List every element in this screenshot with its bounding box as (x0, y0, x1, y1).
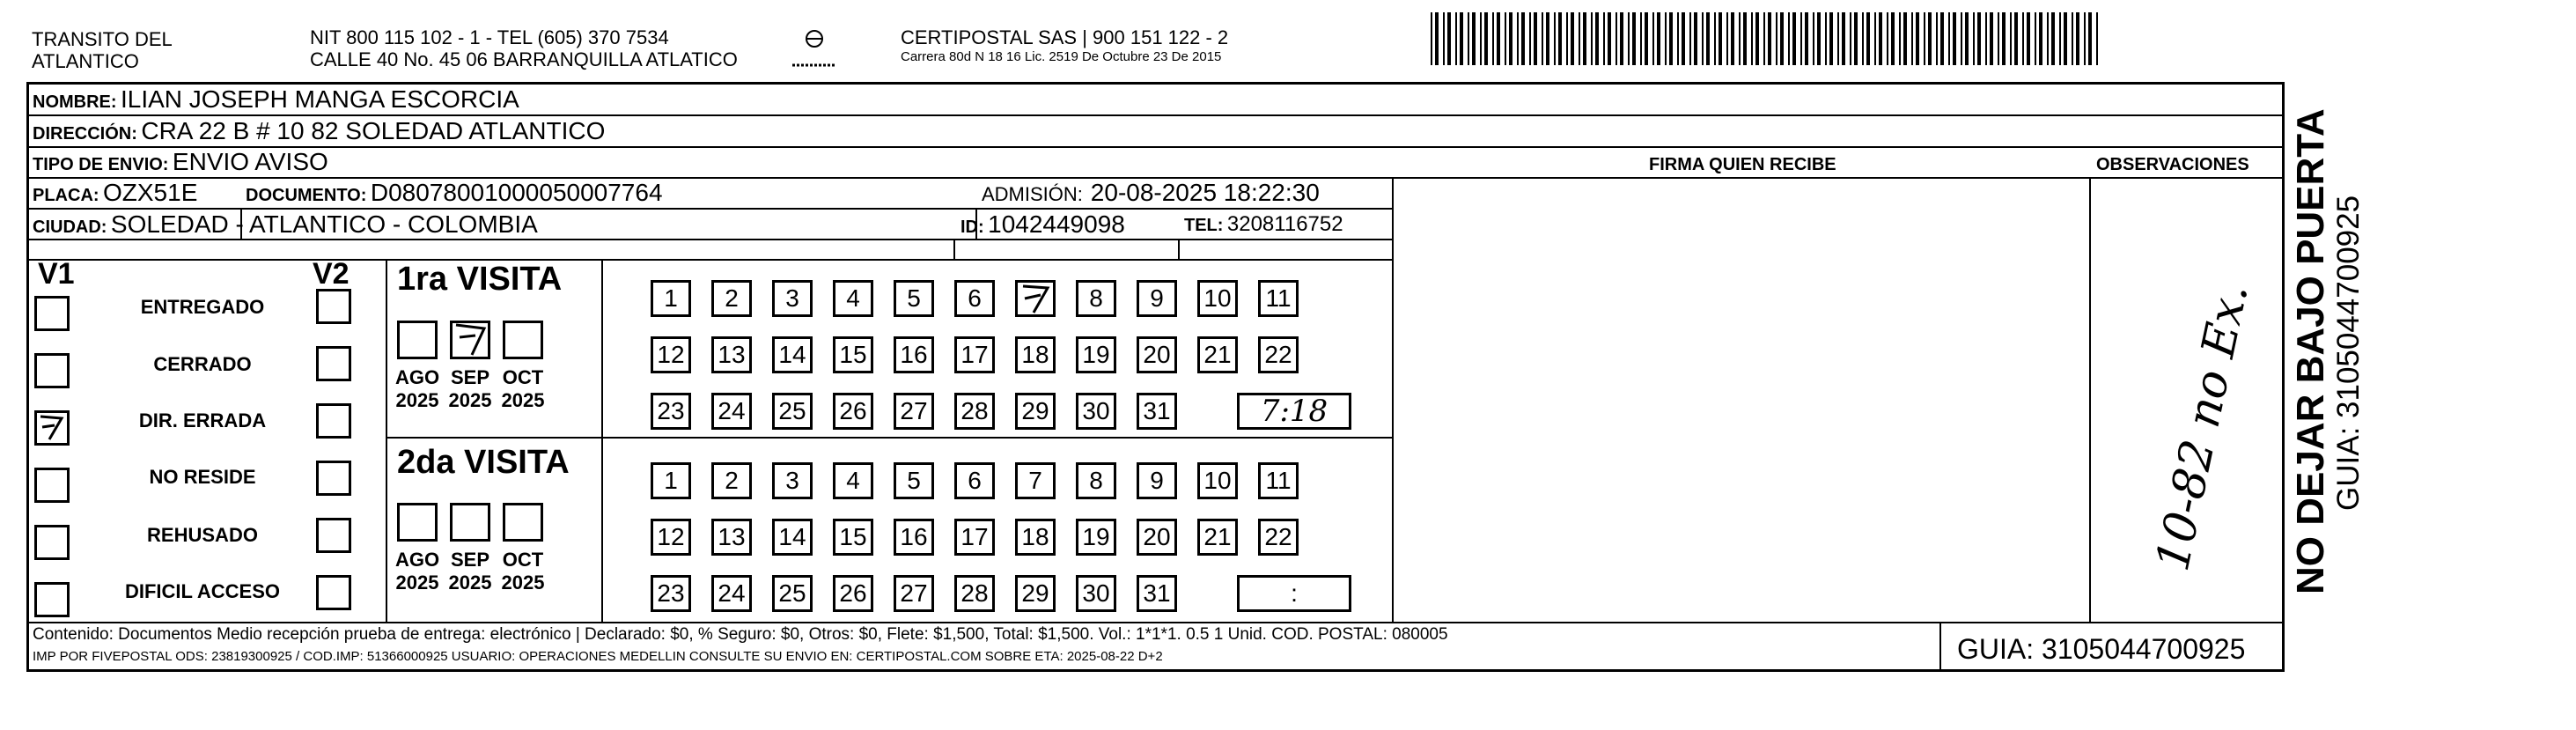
day-box[interactable]: 23 (651, 393, 691, 430)
v2-checkbox[interactable] (316, 575, 351, 610)
admision-label: ADMISIÓN: (982, 183, 1083, 205)
field-tel (1184, 211, 1343, 240)
day-box[interactable]: 13 (711, 336, 752, 373)
day-box[interactable]: 6 (954, 280, 995, 317)
day-box[interactable]: 3 (772, 462, 813, 499)
v2-checkbox[interactable] (316, 461, 351, 496)
id-label: ID: (960, 218, 984, 237)
day-box[interactable]: 3 (772, 280, 813, 317)
observaciones-header: OBSERVACIONES (2096, 155, 2249, 174)
year-label: 2025 (501, 389, 545, 411)
month-checkbox[interactable] (397, 503, 438, 542)
day-box[interactable]: 13 (711, 519, 752, 556)
divider (953, 239, 955, 259)
v1-checkbox[interactable] (34, 296, 70, 331)
day-box[interactable]: 1 (651, 280, 691, 317)
day-box[interactable]: 17 (954, 336, 995, 373)
day-box[interactable]: 20 (1137, 519, 1177, 556)
divider (29, 259, 1392, 261)
day-box[interactable]: 30 (1076, 393, 1116, 430)
day-box[interactable]: 10 (1197, 462, 1238, 499)
day-box[interactable]: 2 (711, 462, 752, 499)
divider (386, 259, 387, 622)
barcode (1431, 12, 2104, 65)
carrier-info (901, 26, 1228, 66)
carrier-address: Carrera 80d N 18 16 Lic. 2519 De Octubre 23 De 2015 (901, 49, 1222, 64)
time-box[interactable]: 7:18 (1237, 393, 1351, 430)
placa-label: PLACA: (33, 186, 99, 205)
month-checkbox[interactable] (397, 321, 438, 359)
v2-checkbox[interactable] (316, 518, 351, 553)
checklist-option-label: DIFICIL ACCESO (124, 580, 280, 602)
day-box[interactable]: 24 (711, 575, 752, 612)
v1-checkbox[interactable] (34, 582, 70, 617)
day-box[interactable]: 7 (1015, 462, 1056, 499)
v2-checkbox[interactable] (316, 346, 351, 381)
day-box[interactable]: 26 (833, 575, 873, 612)
handwritten-observation (2146, 279, 2259, 576)
ciudad-label: CIUDAD: (33, 218, 107, 237)
day-box[interactable]: 19 (1076, 336, 1116, 373)
day-box[interactable]: 1 (651, 462, 691, 499)
checklist-option-label: NO RESIDE (149, 466, 256, 488)
visit1-title: 1ra VISITA (397, 261, 563, 298)
day-box[interactable]: 22 (1258, 519, 1299, 556)
day-box[interactable]: 26 (833, 393, 873, 430)
ciudad-value: SOLEDAD - ATLANTICO - COLOMBIA (110, 210, 538, 238)
sender-name (32, 28, 173, 72)
day-box[interactable]: 15 (833, 519, 873, 556)
placa-value: OZX51E (103, 179, 198, 206)
checklist-option-label: CERRADO (153, 353, 252, 375)
side-guia (2331, 195, 2366, 511)
month-label: SEP (450, 549, 490, 571)
month-label: SEP (450, 366, 490, 388)
field-nombre (33, 86, 519, 117)
day-box[interactable]: 22 (1258, 336, 1299, 373)
handwritten-observation-text: 10-82 no Ex. (2146, 278, 2259, 576)
nombre-label: NOMBRE: (33, 92, 117, 112)
day-box[interactable]: 18 (1015, 519, 1056, 556)
day-box[interactable]: 31 (1137, 575, 1177, 612)
v2-checkbox[interactable] (316, 403, 351, 439)
month-label: AGO (394, 549, 440, 571)
id-value: 1042449098 (988, 210, 1125, 238)
carrier-nit: CERTIPOSTAL SAS | 900 151 122 - 2 (901, 26, 1229, 48)
day-box[interactable]: 4 (833, 280, 873, 317)
divider (1939, 622, 1941, 672)
day-box[interactable]: 12 (651, 519, 691, 556)
year-label: 2025 (395, 389, 439, 411)
day-box[interactable]: 29 (1015, 575, 1056, 612)
field-documento (246, 180, 663, 210)
day-box[interactable]: 15 (833, 336, 873, 373)
day-box[interactable]: 21 (1197, 336, 1238, 373)
day-box[interactable]: 5 (894, 280, 934, 317)
month-checkbox[interactable] (503, 321, 543, 359)
day-box[interactable]: 8 (1076, 280, 1116, 317)
day-box[interactable]: 2 (711, 280, 752, 317)
field-id (960, 211, 1125, 242)
tel-value: 3208116752 (1226, 212, 1343, 236)
divider (386, 437, 1392, 439)
divider (601, 259, 603, 622)
day-box[interactable]: 24 (711, 393, 752, 430)
footer-contents: Contenido: Documentos Medio recepción prueba de entrega: electrónico | Declarado: $0, % Seguro: $0, Otros: $0, Flete: $1,500, Total: $1,500. Vol.: 1*1*1. 0.5 1 Unid. COD. POSTAL: 080005 (33, 625, 1448, 644)
day-box[interactable]: 25 (772, 575, 813, 612)
day-box[interactable]: 14 (772, 519, 813, 556)
divider (1392, 177, 1394, 622)
day-box[interactable] (1015, 280, 1056, 317)
v1-checkbox[interactable] (34, 410, 70, 446)
day-box[interactable]: 16 (894, 336, 934, 373)
day-box[interactable]: 5 (894, 462, 934, 499)
day-box[interactable]: 9 (1137, 280, 1177, 317)
sender-info (310, 26, 738, 70)
day-box[interactable]: 23 (651, 575, 691, 612)
tel-label: TEL: (1184, 216, 1224, 235)
v1-checkbox[interactable] (34, 468, 70, 503)
direccion-value: CRA 22 B # 10 82 SOLEDAD ATLANTICO (141, 117, 606, 144)
day-box[interactable]: 16 (894, 519, 934, 556)
day-box[interactable]: 27 (894, 393, 934, 430)
field-placa (33, 180, 197, 210)
day-box[interactable]: 4 (833, 462, 873, 499)
sender-line1: TRANSITO DEL (32, 28, 173, 50)
month-checkbox[interactable] (450, 503, 490, 542)
field-direccion (33, 118, 605, 149)
divider (2089, 177, 2091, 622)
day-box[interactable]: 19 (1076, 519, 1116, 556)
divider (1178, 239, 1180, 259)
tipo-value: ENVIO AVISO (172, 148, 328, 175)
year-label: 2025 (395, 571, 439, 594)
day-box[interactable]: 6 (954, 462, 995, 499)
v1-header: V1 (38, 257, 75, 291)
year-label: 2025 (501, 571, 545, 594)
year-label: 2025 (448, 571, 492, 594)
day-box[interactable]: 29 (1015, 393, 1056, 430)
delivery-form (26, 82, 2285, 672)
day-box[interactable]: 20 (1137, 336, 1177, 373)
day-box[interactable]: 28 (954, 393, 995, 430)
divider (29, 622, 2283, 623)
day-box[interactable]: 9 (1137, 462, 1177, 499)
direccion-label: DIRECCIÓN: (33, 124, 137, 144)
checklist-option-label: ENTREGADO (140, 296, 265, 318)
day-box[interactable]: 14 (772, 336, 813, 373)
certipostal-logo-icon (784, 26, 845, 72)
field-ciudad (33, 211, 538, 242)
v2-checkbox[interactable] (316, 289, 351, 324)
day-box[interactable]: 28 (954, 575, 995, 612)
nombre-value: ILIAN JOSEPH MANGA ESCORCIA (121, 85, 519, 113)
month-label: AGO (394, 366, 440, 388)
day-box[interactable]: 11 (1258, 280, 1299, 317)
day-box[interactable]: 27 (894, 575, 934, 612)
day-box[interactable]: 11 (1258, 462, 1299, 499)
checklist-option-label: REHUSADO (147, 524, 258, 546)
visit2-title: 2da VISITA (397, 444, 570, 481)
day-box[interactable]: 18 (1015, 336, 1056, 373)
month-checkbox[interactable] (450, 321, 490, 359)
month-checkbox[interactable] (503, 503, 543, 542)
day-box[interactable]: 21 (1197, 519, 1238, 556)
month-label: OCT (502, 549, 544, 571)
tipo-label: TIPO DE ENVIO: (33, 155, 169, 174)
day-box[interactable]: 17 (954, 519, 995, 556)
month-label: OCT (502, 366, 544, 388)
side-guia-text: GUIA: 3105044700925 (2331, 195, 2366, 511)
warning-text: NO DEJAR BAJO PUERTA (2289, 108, 2332, 594)
day-box[interactable]: 25 (772, 393, 813, 430)
documento-value: D08078001000050007764 (370, 179, 663, 206)
sender-line2: ATLANTICO (32, 50, 139, 72)
sender-address: CALLE 40 No. 45 06 BARRANQUILLA ATLATICO (310, 48, 738, 70)
time-box[interactable]: : (1237, 575, 1351, 612)
no-dejar-bajo-puerta (2289, 108, 2333, 594)
admision-value: 20-08-2025 18:22:30 (1090, 179, 1320, 206)
checklist-option-label: DIR. ERRADA (138, 409, 267, 431)
day-box[interactable]: 8 (1076, 462, 1116, 499)
day-box[interactable]: 10 (1197, 280, 1238, 317)
v1-checkbox[interactable] (34, 353, 70, 388)
documento-label: DOCUMENTO: (246, 186, 367, 205)
field-tipo (33, 149, 328, 180)
day-box[interactable]: 30 (1076, 575, 1116, 612)
field-admision (982, 180, 1320, 210)
v1-checkbox[interactable] (34, 525, 70, 560)
sender-nit: NIT 800 115 102 - 1 - TEL (605) 370 7534 (310, 26, 669, 48)
day-box[interactable]: 31 (1137, 393, 1177, 430)
v2-header: V2 (313, 257, 350, 291)
firma-header: FIRMA QUIEN RECIBE (1649, 155, 1836, 174)
footer-print-info: IMP POR FIVEPOSTAL ODS: 23819300925 / COD.IMP: 51366000925 USUARIO: OPERACIONES MEDELLIN CONSULTE SU ENVIO EN: CERTIPOSTAL.COM SOBRE ETA: 2025-08-22 D+2 (33, 649, 1163, 664)
footer-guia: GUIA: 3105044700925 (1957, 633, 2246, 665)
day-box[interactable]: 12 (651, 336, 691, 373)
year-label: 2025 (448, 389, 492, 411)
